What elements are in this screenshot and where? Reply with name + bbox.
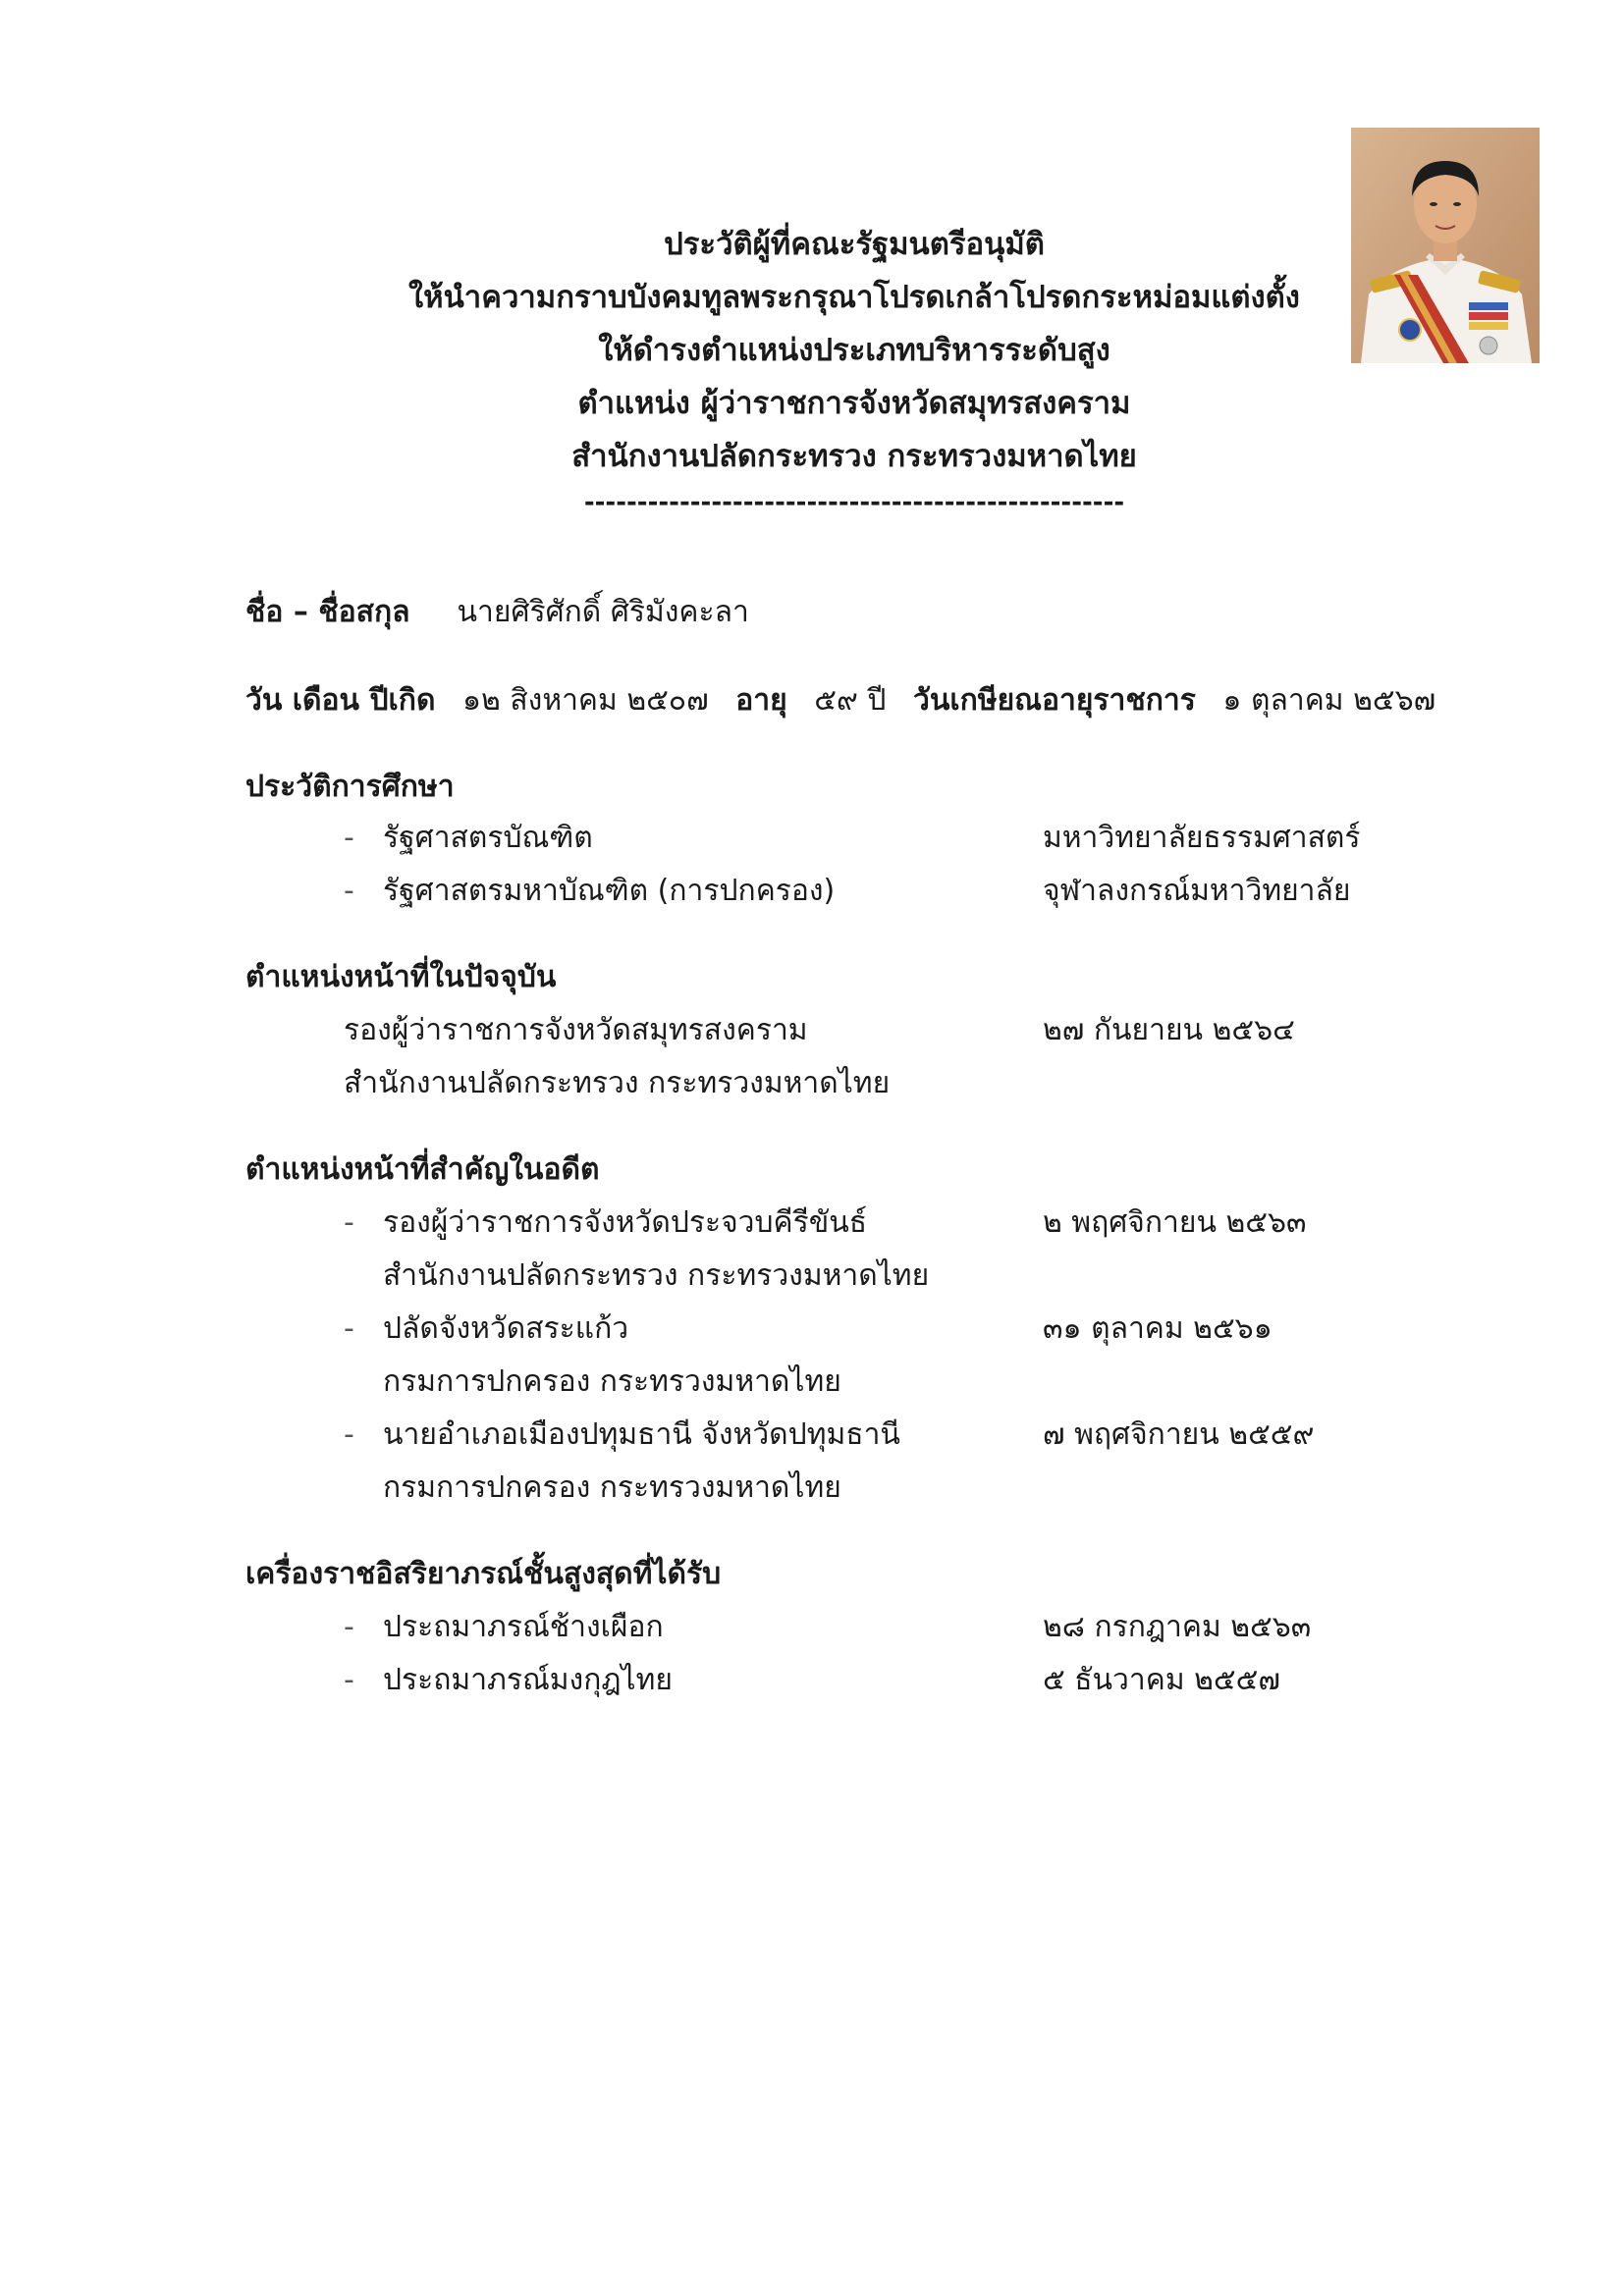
current-position-title: รองผู้ว่าราชการจังหวัดสมุทรสงคราม: [344, 1013, 808, 1047]
name-label: ชื่อ – ชื่อสกุล: [245, 595, 410, 629]
past-position-org: กรมการปกครอง กระทรวงมหาดไทย: [383, 1364, 841, 1399]
birth-row: [245, 681, 1463, 721]
past-position-date: ๓๑ ตุลาคม ๒๕๖๑: [1043, 1311, 1272, 1346]
list-marker: -: [344, 821, 354, 855]
decorations-section-title: เครื่องราชอิสริยาภรณ์ชั้นสูงสุดที่ได้รับ: [245, 1557, 722, 1591]
past-position-title: ปลัดจังหวัดสระแก้ว: [383, 1311, 629, 1346]
header-position-line: ตำแหน่ง ผู้ว่าราชการจังหวัดสมุทรสงคราม: [577, 386, 1131, 421]
education-degree: รัฐศาสตรบัณฑิต: [383, 821, 593, 855]
retirement-label: วันเกษียณอายุราชการ: [913, 683, 1196, 718]
decoration-date: ๕ ธันวาคม ๒๕๕๗: [1043, 1663, 1280, 1697]
past-position-title: รองผู้ว่าราชการจังหวัดประจวบคีรีขันธ์: [383, 1205, 868, 1240]
list-marker: -: [344, 1663, 354, 1697]
past-position-title: นายอำเภอเมืองปทุมธานี จังหวัดปทุมธานี: [383, 1417, 900, 1452]
header-divider: ---------------------------------------------------: [583, 488, 1125, 517]
past-position-org: สำนักงานปลัดกระทรวง กระทรวงมหาดไทย: [383, 1258, 930, 1293]
decoration-name: ประถมาภรณ์มงกุฎไทย: [383, 1663, 673, 1697]
past-position-org: กรมการปกครอง กระทรวงมหาดไทย: [383, 1470, 841, 1505]
education-section-title: ประวัติการศึกษา: [245, 770, 455, 804]
past-position-date: ๗ พฤศจิกายน ๒๕๕๙: [1043, 1417, 1315, 1452]
education-degree: รัฐศาสตรมหาบัณฑิต (การปกครอง): [383, 874, 836, 908]
header-title-line: ประวัติผู้ที่คณะรัฐมนตรีอนุมัติ: [664, 227, 1045, 262]
education-institution: มหาวิทยาลัยธรรมศาสตร์: [1043, 821, 1361, 855]
current-position-section-title: ตำแหน่งหน้าที่ในปัจจุบัน: [245, 960, 557, 994]
list-marker: -: [344, 1610, 354, 1644]
list-marker: -: [344, 1417, 354, 1452]
education-institution: จุฬาลงกรณ์มหาวิทยาลัย: [1043, 874, 1351, 908]
list-marker: -: [344, 1311, 354, 1346]
header-level-line: ให้ดำรงตำแหน่งประเภทบริหารระดับสูง: [598, 333, 1110, 368]
past-position-date: ๒ พฤศจิกายน ๒๕๖๓: [1043, 1205, 1307, 1240]
decoration-date: ๒๘ กรกฎาคม ๒๕๖๓: [1043, 1610, 1312, 1644]
current-position-date: ๒๗ กันยายน ๒๕๖๔: [1043, 1013, 1295, 1047]
age-label: อายุ: [735, 683, 787, 718]
name-row: [245, 593, 749, 632]
retirement-date: ๑ ตุลาคม ๒๕๖๗: [1222, 683, 1436, 718]
birth-label: วัน เดือน ปีเกิด: [245, 683, 436, 718]
name-value: นายศิริศักดิ์ ศิริมังคะลา: [457, 595, 749, 629]
list-marker: -: [344, 1205, 354, 1240]
header-subtitle-line: ให้นำความกราบบังคมทูลพระกรุณาโปรดเกล้าโปรดกระหม่อมแต่งตั้ง: [408, 280, 1300, 315]
current-position-org: สำนักงานปลัดกระทรวง กระทรวงมหาดไทย: [344, 1066, 891, 1100]
decoration-name: ประถมาภรณ์ช้างเผือก: [383, 1610, 664, 1644]
birth-date: ๑๒ สิงหาคม ๒๕๐๗: [462, 683, 709, 718]
age-value: ๕๙ ปี: [814, 683, 887, 718]
list-marker: -: [344, 874, 354, 908]
header-ministry-line: สำนักงานปลัดกระทรวง กระทรวงมหาดไทย: [571, 439, 1137, 474]
past-positions-section-title: ตำแหน่งหน้าที่สำคัญในอดีต: [245, 1152, 600, 1187]
document-header: [255, 218, 1453, 522]
